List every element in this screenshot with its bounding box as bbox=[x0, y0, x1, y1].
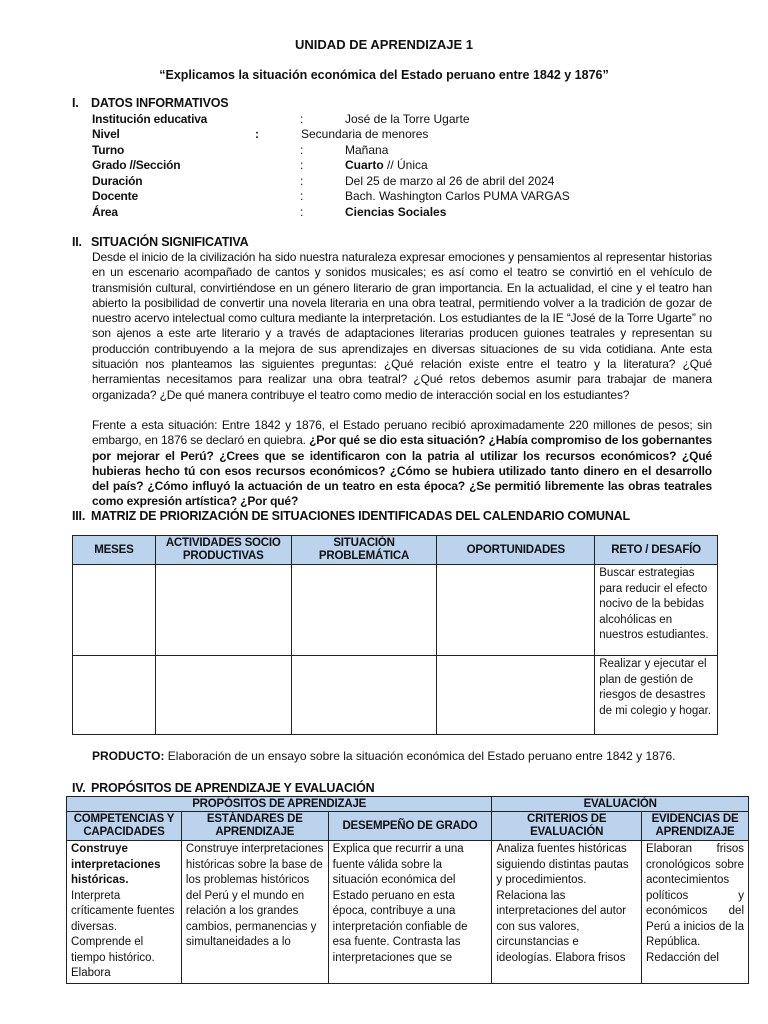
col-header-situacion: SITUACIÓN PROBLEMÁTICA bbox=[291, 536, 437, 565]
section-datos-informativos bbox=[72, 96, 228, 110]
section-title: MATRIZ DE PRIORIZACIÓN DE SITUACIONES IDENTIFICADAS DEL CALENDARIO COMUNAL bbox=[91, 509, 630, 523]
cell-criterios: Analiza fuentes históricas siguiendo distintas pautas y procedimientos. Relaciona las interpretaciones del autor con sus valores, circunstancias e ideologías. Elabora frisos bbox=[492, 841, 642, 984]
info-label: Área bbox=[92, 205, 118, 219]
cell-situacion bbox=[291, 565, 437, 656]
table-row bbox=[67, 841, 749, 984]
cell-actividades bbox=[155, 656, 291, 735]
situacion-paragraph-1: Desde el inicio de la civilización ha sido nuestra naturaleza expresar emociones y pensamientos al representar historias en un escenario acompañado de cantos y sonidos musicales; es así como el teatro se convirtió en el vehículo de transmisión cultural, convirtiéndose en un género literario de gran importancia. En la actualidad, el cine y el teatro han abierto la posibilidad de convertir una novela literaria en una obra teatral, permitiendo volver a la tradición de gozar de nuestro acervo intelectual como cultura mediante la interpretación. Los estudiantes de la IE “José de la Torre Ugarte” no son ajenos a este arte literario y a través de adaptaciones literarias producen guiones teatrales y representan su producción contribuyendo a la mejora de sus aprendizajes en diversas situaciones de su vida cotidiana. Ante esta situación nos planteamos las siguientes preguntas: ¿Qué relación existe entre el teatro y la literatura? ¿Qué herramientas necesitamos para realizar una obra teatral? ¿Qué retos debemos asumir para trabajar de manera organizada? ¿De qué manera contribuye el teatro como medio de interacción social en los estudiantes? bbox=[92, 250, 712, 402]
info-label: Institución educativa bbox=[92, 112, 208, 126]
info-value: Del 25 de marzo al 26 de abril del 2024 bbox=[345, 174, 555, 188]
col-header-oportunidades: OPORTUNIDADES bbox=[437, 536, 595, 565]
producto-text: Elaboración de un ensayo sobre la situación económica del Estado peruano entre 1842 y 1876. bbox=[164, 749, 676, 763]
cell-evidencias: Elaboran frisos cronológicos sobre acontecimientos políticos y económicos del Perú a inicios de la República. Redacción del bbox=[642, 841, 749, 984]
cell-actividades bbox=[155, 565, 291, 656]
table-header-row bbox=[67, 812, 749, 841]
producto-label: PRODUCTO: bbox=[92, 749, 165, 763]
info-value: José de la Torre Ugarte bbox=[345, 112, 470, 126]
cell-desempeno: Explica que recurrir a una fuente válida sobre la situación económica del Estado peruano en esta época, contribuye a una interpretación confiable de esa fuente. Contrasta las interpretaciones que se bbox=[328, 841, 492, 984]
info-colon: : bbox=[255, 127, 259, 141]
unit-subtitle: “Explicamos la situación económica del Estado peruano entre 1842 y 1876” bbox=[159, 68, 609, 82]
competencia-title: Construye interpretaciones históricas. bbox=[71, 843, 161, 886]
propositos-table bbox=[66, 796, 749, 984]
section-matriz-priorizacion bbox=[72, 509, 630, 523]
section-title: DATOS INFORMATIVOS bbox=[91, 96, 229, 110]
unit-title: UNIDAD DE APRENDIZAJE 1 bbox=[295, 37, 473, 52]
cell-reto: Realizar y ejecutar el plan de gestión de riesgos de desastres de mi colegio y hogar. bbox=[595, 656, 718, 735]
section-propositos bbox=[72, 781, 374, 795]
section-title: SITUACIÓN SIGNIFICATIVA bbox=[91, 235, 249, 249]
info-label: Docente bbox=[92, 189, 138, 203]
info-label: Turno bbox=[92, 143, 125, 157]
info-value bbox=[345, 158, 428, 172]
info-colon: : bbox=[300, 174, 304, 188]
col-header-meses: MESES bbox=[73, 536, 156, 565]
cell-meses bbox=[73, 565, 156, 656]
paragraph-plain-text: Frente a esta situación: Entre 1842 y 1876, el Estado peruano recibió aproximadamente 220 millones de pesos; sin embargo, en 1876 se declaró en quiebra. bbox=[92, 418, 712, 448]
col-header-desempeno: DESEMPEÑO DE GRADO bbox=[328, 812, 492, 841]
table-row bbox=[73, 565, 718, 656]
group-header-propositos: PROPÓSITOS DE APRENDIZAJE bbox=[67, 797, 492, 812]
section-number: I. bbox=[72, 96, 79, 110]
cell-oportunidades bbox=[437, 656, 595, 735]
info-value bbox=[345, 205, 446, 219]
section-title: PROPÓSITOS DE APRENDIZAJE Y EVALUACIÓN bbox=[91, 781, 375, 795]
info-colon: : bbox=[300, 158, 304, 172]
cell-oportunidades bbox=[437, 565, 595, 656]
section-number: IV. bbox=[72, 781, 86, 795]
info-value: Mañana bbox=[345, 143, 389, 157]
info-value: Bach. Washington Carlos PUMA VARGAS bbox=[345, 189, 570, 203]
info-label: Duración bbox=[92, 174, 143, 188]
info-colon: : bbox=[300, 112, 304, 126]
cell-reto: Buscar estrategias para reducir el efecto nocivo de la bebidas alcohólicas en nuestros estudiantes. bbox=[595, 565, 718, 656]
competencia-capacidades: Interpreta críticamente fuentes diversas. Comprende el tiempo histórico. Elabora bbox=[71, 889, 175, 979]
info-colon: : bbox=[300, 189, 304, 203]
col-header-actividades: ACTIVIDADES SOCIO PRODUCTIVAS bbox=[155, 536, 291, 565]
info-value-rest: // Única bbox=[383, 158, 428, 172]
info-value-bold: Ciencias Sociales bbox=[345, 205, 447, 219]
table-group-header-row bbox=[67, 797, 749, 812]
info-colon: : bbox=[300, 205, 304, 219]
col-header-criterios: CRITERIOS DE EVALUACIÓN bbox=[492, 812, 642, 841]
info-label: Grado //Sección bbox=[92, 158, 181, 172]
producto-line bbox=[92, 749, 675, 763]
section-number: III. bbox=[72, 509, 86, 523]
col-header-evidencias: EVIDENCIAS DE APRENDIZAJE bbox=[642, 812, 749, 841]
info-value-bold: Cuarto bbox=[345, 158, 384, 172]
matriz-table bbox=[72, 535, 718, 735]
cell-competencias bbox=[67, 841, 182, 984]
section-number: II. bbox=[72, 235, 82, 249]
info-label: Nivel bbox=[92, 127, 120, 141]
col-header-estandares: ESTÁNDARES DE APRENDIZAJE bbox=[181, 812, 328, 841]
table-row bbox=[73, 656, 718, 735]
section-situacion-significativa bbox=[72, 235, 248, 249]
col-header-reto: RETO / DESAFÍO bbox=[595, 536, 718, 565]
paragraph-bold-questions: ¿Por qué se dio esta situación? ¿Había compromiso de los gobernantes por mejorar el Perú? ¿Crees que se identificaron con la patria al utilizar los recursos económicos? ¿Qué hubieras hecho tú con esos recursos económicos? ¿Cómo se hubiera utilizado tanto dinero en el desarrollo del país? ¿Cómo influyó la actuación de un teatro en esta época? ¿Se permitió libremente las obras teatrales como expresión artística? ¿Por qué? bbox=[92, 433, 712, 509]
table-header-row bbox=[73, 536, 718, 565]
cell-estandares: Construye interpretaciones históricas sobre la base de los problemas históricos del Perú y el mundo en relación a los grandes cambios, permanencias y simultaneidades a lo bbox=[181, 841, 328, 984]
cell-situacion bbox=[291, 656, 437, 735]
col-header-competencias: COMPETENCIAS Y CAPACIDADES bbox=[67, 812, 182, 841]
cell-meses bbox=[73, 656, 156, 735]
group-header-evaluacion: EVALUACIÓN bbox=[492, 797, 749, 812]
situacion-paragraph-2 bbox=[92, 418, 712, 510]
info-colon: : bbox=[300, 143, 304, 157]
info-value: Secundaria de menores bbox=[301, 127, 429, 141]
